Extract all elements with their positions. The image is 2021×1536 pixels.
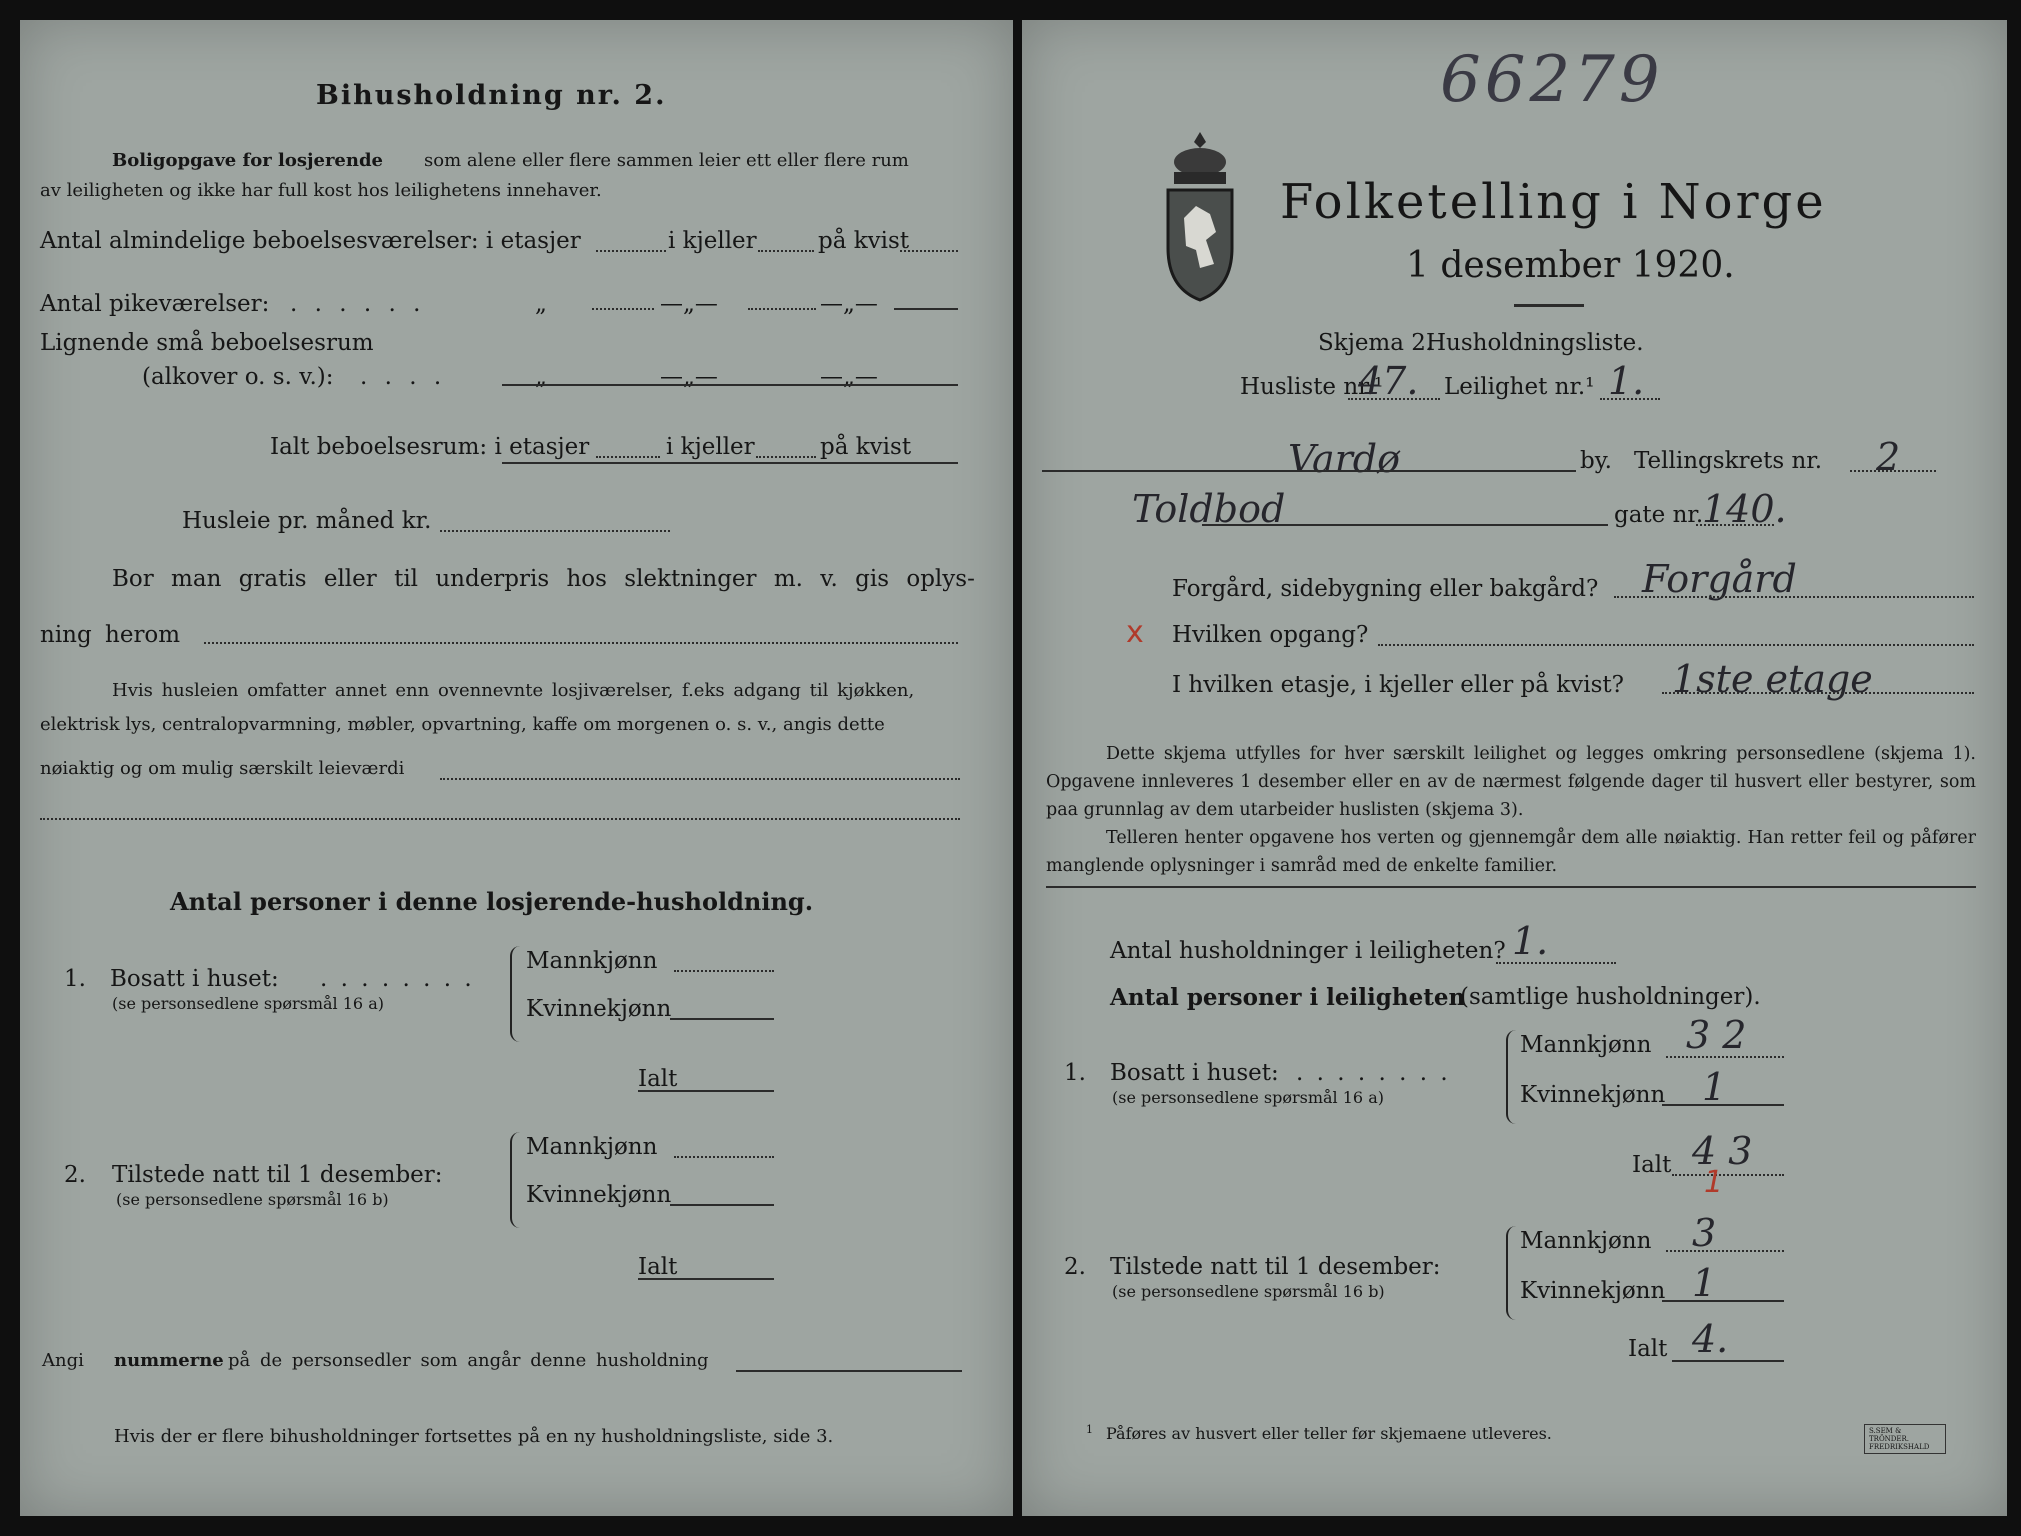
right-q2-label: Tilstede natt til 1 desember:	[1110, 1254, 1441, 1280]
coat-of-arms-icon	[1160, 128, 1240, 304]
left-antal-heading: Antal personer i denne losjerende-husholdning.	[170, 887, 814, 916]
etasje-value: 1ste etage	[1672, 657, 1873, 701]
left-q2-mann-field[interactable]	[674, 1156, 774, 1158]
row2-ditto-3: —„—	[820, 291, 878, 317]
left-q2-label: Tilstede natt til 1 desember:	[112, 1162, 443, 1188]
left-q1-number: 1.	[64, 966, 86, 992]
row3-ditto-3: —„—	[820, 364, 878, 390]
right-q1-label: Bosatt i huset:	[1110, 1060, 1279, 1086]
angi-field[interactable]	[736, 1370, 962, 1372]
gratis-field[interactable]	[204, 642, 958, 644]
left-q1-kvinne-label: Kvinnekjønn	[526, 996, 672, 1022]
left-q2-ialt-field[interactable]	[638, 1278, 774, 1280]
by-field[interactable]	[1042, 470, 1576, 472]
right-page	[1022, 20, 2007, 1516]
right-q2-sub: (se personsedlene spørsmål 16 b)	[1112, 1282, 1385, 1301]
right-q1-number: 1.	[1064, 1060, 1086, 1086]
instructions-1: Dette skjema utfylles for hver særskilt leilighet og legges omkring personsedlene (skjema 1). Opgavene innleveres 1 desember eller en av de nærmest følgende dager til husvert eller bestyrer, som paa grunnlag av dem utarbeider huslisten (skjema 3).	[1046, 744, 1976, 820]
husleie-field[interactable]	[440, 530, 670, 532]
title-rule	[1514, 304, 1584, 307]
ialt-kjeller-label: i kjeller	[666, 434, 755, 460]
ialt-underline	[502, 462, 958, 464]
right-q2-mann-value: 3	[1692, 1211, 1717, 1255]
etasje-label: I hvilken etasje, i kjeller eller på kvist?	[1172, 672, 1624, 698]
right-q1-ialt-value: 4 3	[1692, 1129, 1753, 1173]
row3-field[interactable]	[502, 384, 958, 386]
left-q2-sub: (se personsedlene spørsmål 16 b)	[116, 1190, 389, 1209]
right-q1-brace	[1506, 1030, 1518, 1124]
leilighet-label: Leilighet nr.¹	[1444, 374, 1595, 400]
instructions-2: Telleren henter opgavene hos verten og gjennemgår dem alle nøiaktig. Han retter feil og påfører manglende oplysninger i samråd med de enkelte familier.	[1046, 828, 1976, 876]
gate-nr-value: 140.	[1702, 487, 1787, 531]
right-q2-kvinne-label: Kvinnekjønn	[1520, 1278, 1666, 1304]
skjema-label: Skjema 2.	[1318, 330, 1434, 356]
gate-value: Toldbod	[1132, 487, 1286, 531]
left-q2-number: 2.	[64, 1162, 86, 1188]
row3-label2: (alkover o. s. v.):	[142, 364, 334, 390]
right-q1-kvinne-field[interactable]	[1662, 1104, 1784, 1106]
row3-label1: Lignende små beboelsesrum	[40, 330, 374, 356]
row2-ditto-2: —„—	[660, 291, 718, 317]
hvis-line2: elektrisk lys, centralopvarmning, møbler, opvartning, kaffe om morgenen o. s. v., angis dette	[40, 714, 885, 735]
instructions	[1046, 740, 1976, 880]
right-q2-brace	[1506, 1226, 1518, 1320]
antal-hush-value: 1.	[1512, 919, 1549, 963]
right-q1-kvinne-value: 1	[1702, 1065, 1727, 1109]
forgard-field[interactable]	[1614, 596, 1974, 598]
right-q1-sub: (se personsedlene spørsmål 16 a)	[1112, 1088, 1384, 1107]
intro-rest1: som alene eller flere sammen leier ett eller flere rum	[424, 150, 909, 171]
right-q2-mann-label: Mannkjønn	[1520, 1228, 1652, 1254]
left-footer: Hvis der er flere bihusholdninger fortsettes på en ny husholdningsliste, side 3.	[114, 1426, 834, 1447]
left-q1-kvinne-field[interactable]	[670, 1018, 774, 1020]
skjema-type: Husholdningsliste.	[1426, 330, 1644, 356]
row2-label: Antal pikeværelser:	[40, 291, 270, 317]
gate-nr-field[interactable]	[1696, 524, 1774, 526]
intro-bold: Boligopgave for losjerende	[112, 150, 384, 171]
tellingskrets-value: 2	[1876, 435, 1901, 479]
right-q2-number: 2.	[1064, 1254, 1086, 1280]
antal-hush-field[interactable]	[1496, 962, 1616, 964]
instructions-rule	[1046, 886, 1976, 888]
by-value: Vardø	[1288, 437, 1400, 481]
husliste-value: 47.	[1358, 359, 1419, 403]
row2-field-3[interactable]	[894, 308, 958, 310]
hvis-line3: nøiaktig og om mulig særskilt leieværdi	[40, 758, 405, 779]
row2-dots: . . . . . .	[290, 291, 426, 317]
leilighet-field[interactable]	[1600, 398, 1660, 400]
ialt-rum-label: Ialt beboelsesrum: i etasjer	[270, 434, 590, 460]
printer-mark: S.SEM & TRÖNDER. FREDRIKSHALD	[1864, 1424, 1946, 1454]
left-q1-brace	[510, 946, 522, 1042]
footnote-mark: 1	[1086, 1423, 1093, 1436]
gratis-line1: Bor man gratis eller til underpris hos slektninger m. v. gis oplys-	[112, 566, 975, 592]
gratis-line2: ning herom	[40, 622, 181, 648]
row1-kjeller-label: i kjeller	[668, 228, 757, 254]
row2-ditto: „	[535, 291, 547, 317]
forgard-value: Forgård	[1642, 557, 1797, 601]
left-q2-kvinne-field[interactable]	[670, 1204, 774, 1206]
gate-label: gate nr.	[1614, 502, 1704, 528]
angi-pre: Angi	[42, 1350, 84, 1371]
leilighet-value: 1.	[1608, 359, 1645, 403]
right-date: 1 desember 1920.	[1406, 245, 1735, 286]
stamp-number: 66279	[1440, 43, 1664, 117]
right-q2-ialt-label: Ialt	[1628, 1336, 1668, 1362]
tellingskrets-label: Tellingskrets nr.	[1634, 448, 1823, 474]
antal-pers-bold: Antal personer i leiligheten	[1110, 984, 1466, 1011]
antal-pers-rest: (samtlige husholdninger).	[1460, 984, 1761, 1010]
right-q2-ialt-field[interactable]	[1672, 1360, 1784, 1362]
ialt-kvist-label: på kvist	[820, 434, 912, 460]
right-q1-mann-field[interactable]	[1666, 1056, 1784, 1058]
row3-dots: . . . .	[360, 364, 447, 390]
right-q1-mann-label: Mannkjønn	[1520, 1032, 1652, 1058]
row2-field-2[interactable]	[748, 308, 816, 310]
footnote: Påføres av husvert eller teller før skjemaene utleveres.	[1106, 1424, 1552, 1443]
row1-kjeller-field[interactable]	[758, 250, 814, 252]
right-q1-ialt-field[interactable]	[1672, 1174, 1784, 1176]
right-q2-kvinne-field[interactable]	[1662, 1300, 1784, 1302]
left-q1-ialt-label: Ialt	[638, 1066, 678, 1092]
row2-field-1[interactable]	[592, 308, 654, 310]
intro-rest2: av leiligheten og ikke har full kost hos leilighetens innehaver.	[40, 180, 602, 201]
angi-bold: nummerne	[114, 1350, 224, 1371]
ialt-etasjer-field[interactable]	[596, 456, 660, 458]
gate-field[interactable]	[1202, 524, 1608, 526]
hvis-line1: Hvis husleien omfatter annet enn ovennevnte losjiværelser, f.eks adgang til kjøkken,	[112, 680, 915, 701]
left-q2-kvinne-label: Kvinnekjønn	[526, 1182, 672, 1208]
left-q1-sub: (se personsedlene spørsmål 16 a)	[112, 994, 384, 1013]
right-q1-mann-value: 3 2	[1686, 1013, 1747, 1057]
hvis-field-2[interactable]	[40, 818, 960, 820]
right-q1-ialt-correction: 1	[1704, 1165, 1724, 1200]
row1-label: Antal almindelige beboelsesværelser: i etasjer	[40, 228, 581, 254]
antal-hush-label: Antal husholdninger i leiligheten?	[1110, 938, 1506, 964]
left-q2-brace	[510, 1132, 522, 1228]
left-title: Bihusholdning nr. 2.	[316, 80, 667, 111]
hvis-field[interactable]	[440, 778, 960, 780]
right-q2-kvinne-value: 1	[1692, 1261, 1717, 1305]
forgard-label: Forgård, sidebygning eller bakgård?	[1172, 576, 1599, 602]
opgang-label: Hvilken opgang?	[1172, 622, 1369, 648]
left-q1-mann-field[interactable]	[674, 970, 774, 972]
left-q1-dots: . . . . . . . .	[320, 966, 475, 992]
row1-etasjer-field[interactable]	[596, 250, 666, 252]
opgang-field[interactable]	[1378, 644, 1974, 646]
husleie-label: Husleie pr. måned kr.	[182, 508, 432, 534]
left-q2-mann-label: Mannkjønn	[526, 1134, 658, 1160]
left-q1-label: Bosatt i huset:	[110, 966, 279, 992]
right-q1-ialt-label: Ialt	[1632, 1152, 1672, 1178]
right-q1-dots: . . . . . . . .	[1296, 1060, 1451, 1086]
right-q2-mann-field[interactable]	[1666, 1250, 1784, 1252]
right-q1-kvinne-label: Kvinnekjønn	[1520, 1082, 1666, 1108]
row3-ditto: „	[535, 364, 547, 390]
etasje-field[interactable]	[1662, 692, 1974, 694]
ialt-kjeller-field[interactable]	[756, 456, 816, 458]
left-q2-ialt-label: Ialt	[638, 1254, 678, 1280]
husliste-field[interactable]	[1348, 398, 1440, 400]
right-title: Folketelling i Norge	[1280, 174, 1827, 230]
row1-kvist-field[interactable]	[900, 250, 958, 252]
left-page	[20, 20, 1013, 1516]
angi-rest: på de personsedler som angår denne husholdning	[228, 1350, 709, 1371]
left-q1-ialt-field[interactable]	[638, 1090, 774, 1092]
row3-ditto-2: —„—	[660, 364, 718, 390]
opgang-check-mark: x	[1126, 615, 1144, 650]
row1-kvist-label: på kvist	[818, 228, 910, 254]
by-label: by.	[1580, 448, 1612, 474]
left-q1-mann-label: Mannkjønn	[526, 948, 658, 974]
husliste-label: Husliste nr.¹	[1240, 374, 1384, 400]
right-q2-ialt-value: 4.	[1692, 1317, 1729, 1361]
tellingskrets-field[interactable]	[1850, 470, 1936, 472]
